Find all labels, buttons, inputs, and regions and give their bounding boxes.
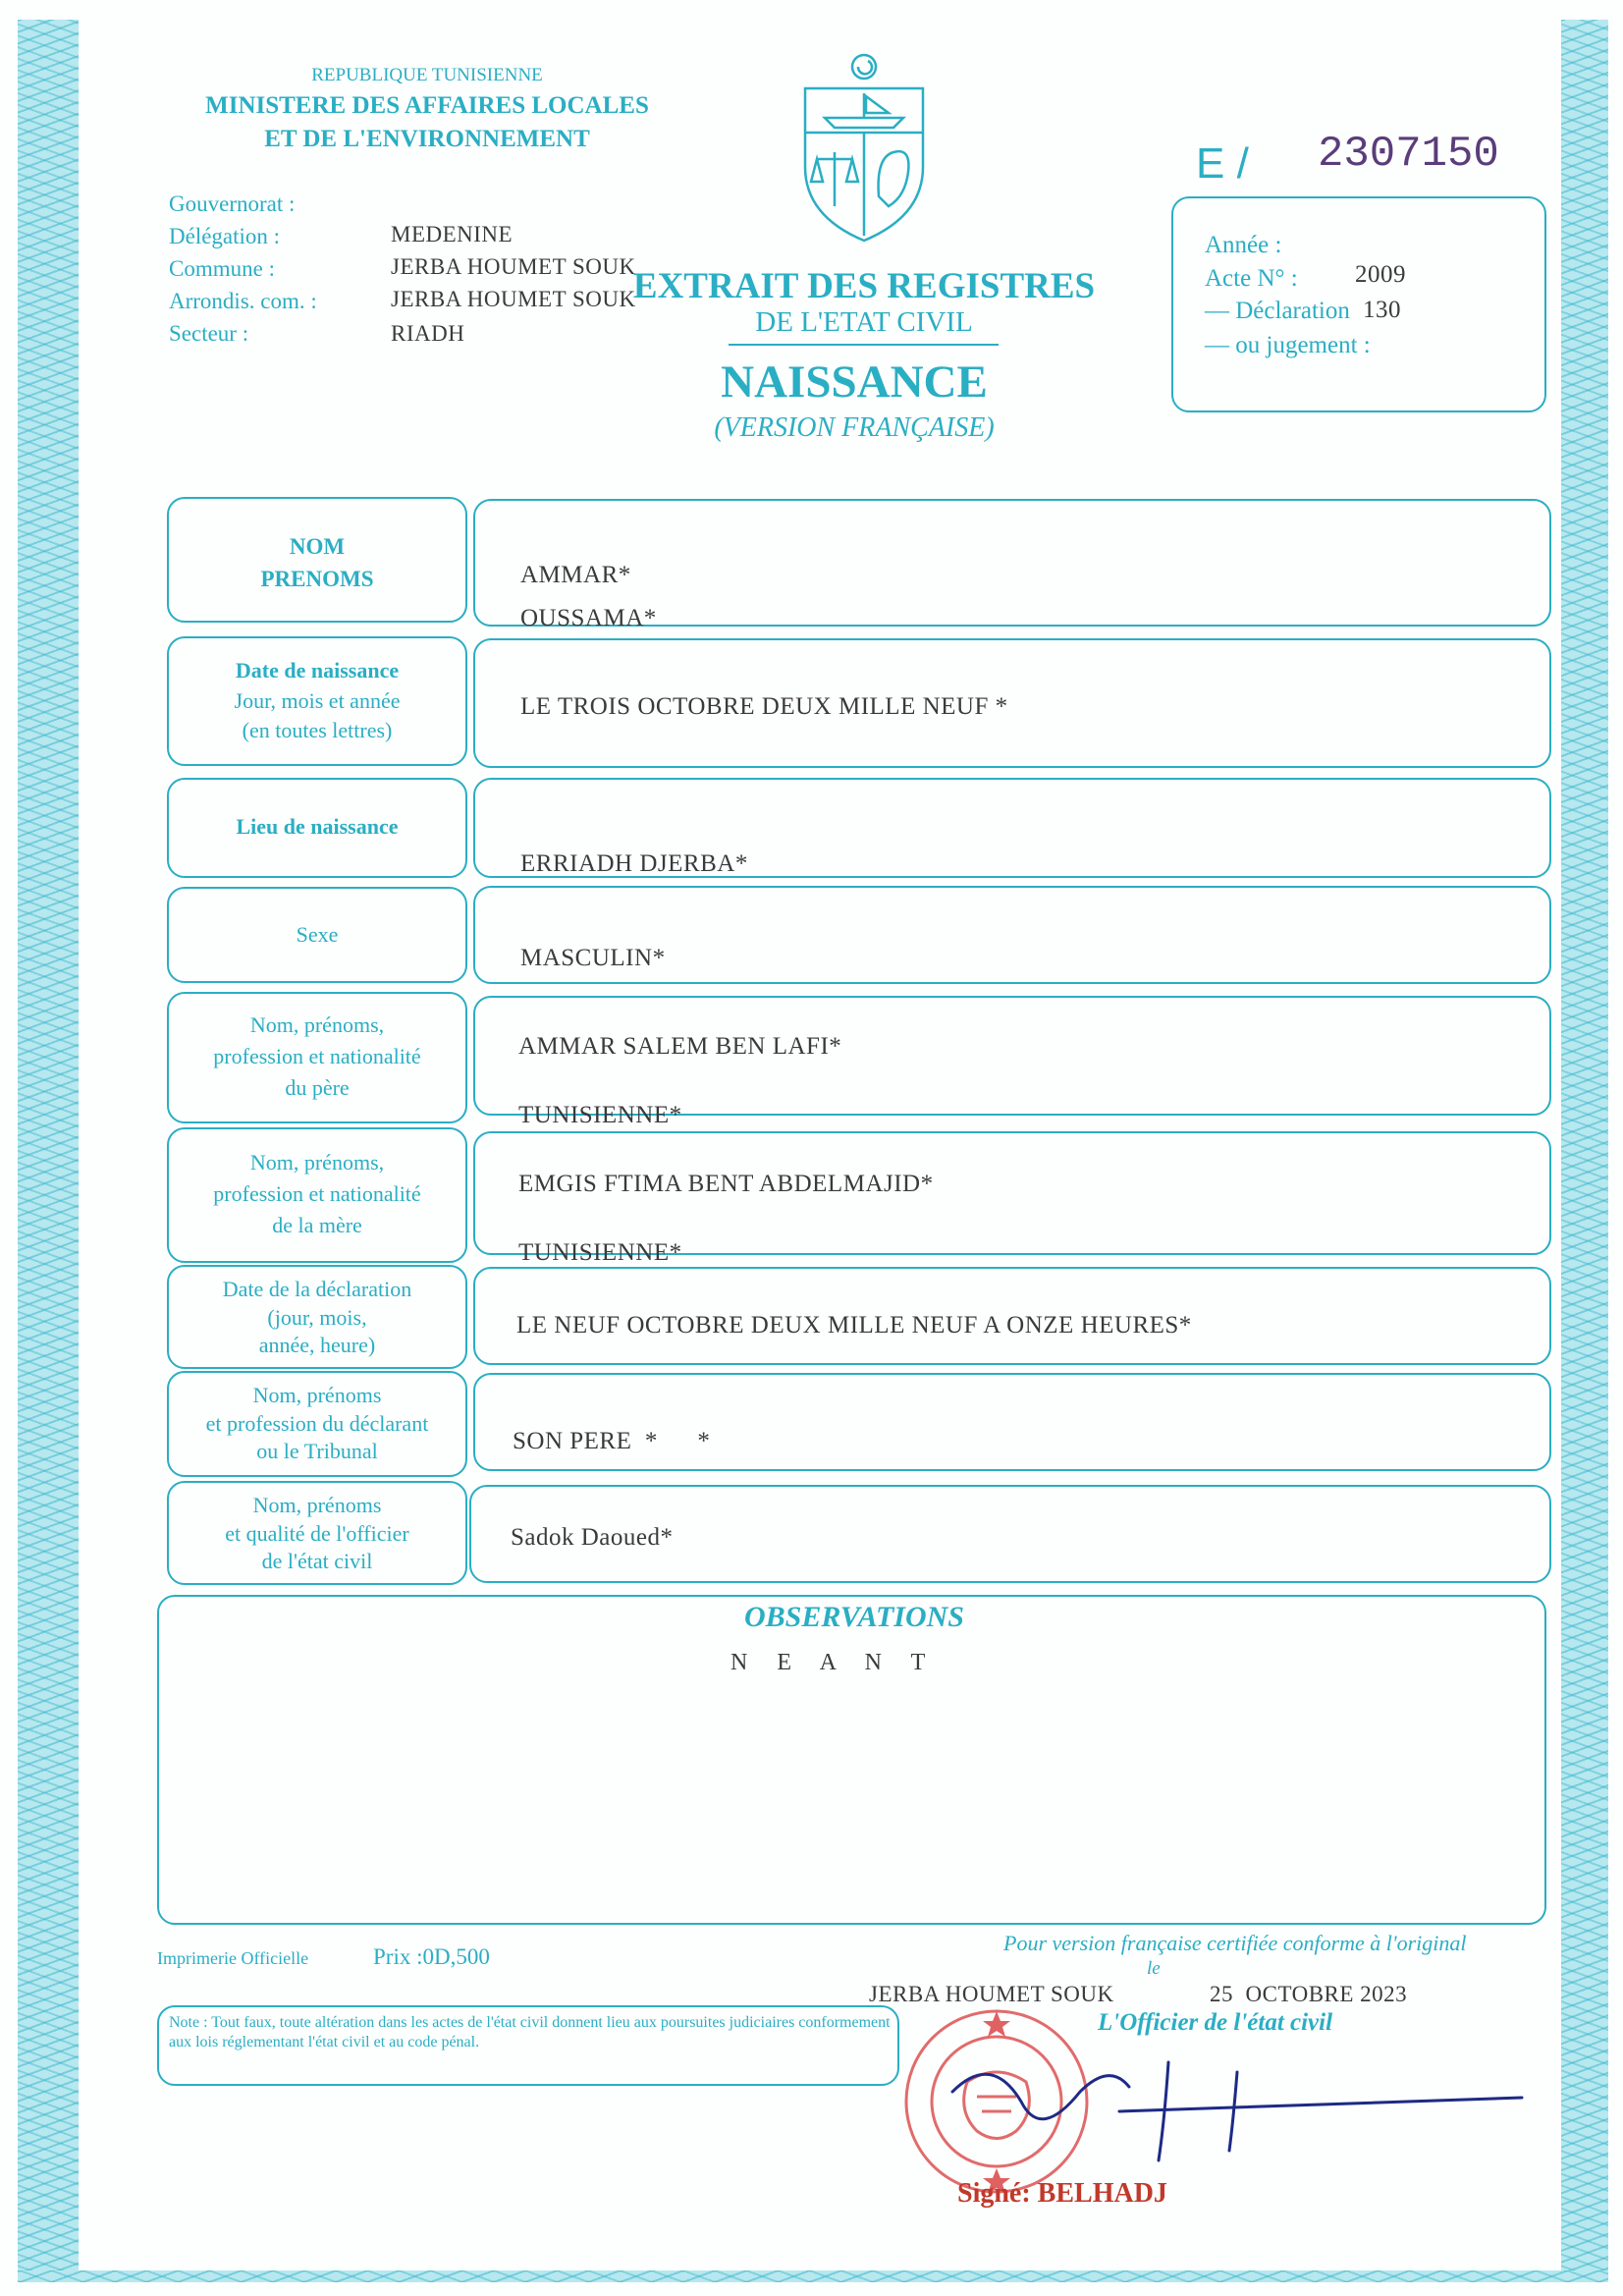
annee-value: 2009 — [1355, 261, 1406, 288]
arrondis-value: JERBA HOUMET SOUK — [391, 287, 636, 311]
version-label: (VERSION FRANÇAISE) — [714, 412, 995, 443]
gouvernorat-label: Gouvernorat : — [169, 191, 296, 216]
delegation-value: MEDENINE — [391, 222, 514, 246]
document-title: NAISSANCE — [721, 356, 988, 408]
le-label: le — [1147, 1958, 1161, 1979]
label-nom-prenoms: NOM PRENOMS — [260, 533, 374, 591]
certified-conform: Pour version française certifiée conforme à l'original — [1003, 1931, 1467, 1955]
value-date-naissance: LE TROIS OCTOBRE DEUX MILLE NEUF * — [520, 693, 1008, 720]
delegation-label: Délégation : — [169, 224, 281, 248]
label-mere: Nom, prénoms, profession et nationalité de la mère — [213, 1150, 421, 1237]
label-date-naissance: Date de naissance Jour, mois et année (en toutes lettres) — [234, 657, 401, 743]
imprimerie-label: Imprimerie Officielle — [157, 1948, 309, 1968]
coat-of-arms-icon — [795, 49, 933, 246]
label-officier: Nom, prénoms et qualité de l'officier de l'état civil — [225, 1493, 409, 1574]
value-box-declarant — [473, 1373, 1551, 1471]
title-underline — [729, 344, 999, 346]
legal-note: Note : Tout faux, toute altération dans les actes de l'état civil donnent lieu aux poursuites judiciaires conformement aux lois réglementant l'état civil et au code pénal. — [169, 2014, 891, 2050]
value-lieu-naissance: ERRIADH DJERBA* — [520, 850, 748, 877]
serial-prefix: E / — [1196, 139, 1249, 188]
value-date-declaration: LE NEUF OCTOBRE DEUX MILLE NEUF A ONZE HEURES* — [516, 1312, 1192, 1339]
signature-icon — [933, 2033, 1561, 2170]
value-prenom: OUSSAMA* — [520, 605, 657, 631]
guilloche-border-left — [18, 20, 79, 2278]
value-officier: Sadok Daoued* — [511, 1524, 674, 1551]
republic-label: REPUBLIQUE TUNISIENNE — [311, 65, 543, 85]
label-date-declaration: Date de la déclaration (jour, mois, année, heure) — [222, 1277, 412, 1358]
prix-label: Prix :0D,500 — [373, 1944, 490, 1969]
acte-value: 130 — [1363, 297, 1401, 323]
jugement-label: — ou jugement : — [1205, 332, 1371, 358]
annee-label: Année : — [1205, 232, 1282, 258]
value-sexe: MASCULIN* — [520, 945, 666, 971]
label-sexe: Sexe — [296, 922, 339, 947]
observations-value: N E A N T — [730, 1650, 932, 1675]
value-nom: AMMAR* — [520, 562, 631, 588]
guilloche-border-right — [1561, 20, 1608, 2278]
commune-value: JERBA HOUMET SOUK — [391, 254, 636, 279]
observations-box — [157, 1595, 1546, 1925]
serial-number: 2307150 — [1318, 130, 1499, 179]
issue-place: JERBA HOUMET SOUK — [869, 1982, 1114, 2006]
signed-by: Signé: BELHADJ — [957, 2178, 1167, 2209]
commune-label: Commune : — [169, 256, 275, 281]
secteur-value: RIADH — [391, 321, 465, 346]
observations-title: OBSERVATIONS — [744, 1601, 964, 1633]
value-pere-nom: AMMAR SALEM BEN LAFI* — [518, 1033, 842, 1060]
ministry-line1: MINISTERE DES AFFAIRES LOCALES — [205, 92, 649, 119]
value-mere-nom: EMGIS FTIMA BENT ABDELMAJID* — [518, 1171, 934, 1197]
arrondis-label: Arrondis. com. : — [169, 289, 317, 313]
title-line2: DE L'ETAT CIVIL — [755, 306, 973, 338]
officer-title: L'Officier de l'état civil — [1098, 2009, 1333, 2036]
value-mere-nationalite: TUNISIENNE* — [518, 1239, 682, 1266]
issue-date: 25 OCTOBRE 2023 — [1210, 1982, 1408, 2006]
secteur-label: Secteur : — [169, 321, 249, 346]
guilloche-border-bottom — [18, 2270, 1608, 2282]
ministry-line2: ET DE L'ENVIRONNEMENT — [264, 126, 590, 152]
declaration-label: — Déclaration — [1205, 298, 1350, 324]
label-pere: Nom, prénoms, profession et nationalité du père — [213, 1012, 421, 1100]
value-pere-nationalite: TUNISIENNE* — [518, 1102, 682, 1128]
value-declarant: SON PERE * * — [513, 1428, 711, 1454]
label-declarant: Nom, prénoms et profession du déclarant ou le Tribunal — [205, 1383, 429, 1464]
acte-label: Acte N° : — [1205, 265, 1298, 292]
label-lieu-naissance: Lieu de naissance — [236, 814, 399, 839]
title-line1: EXTRAIT DES REGISTRES — [632, 266, 1096, 306]
